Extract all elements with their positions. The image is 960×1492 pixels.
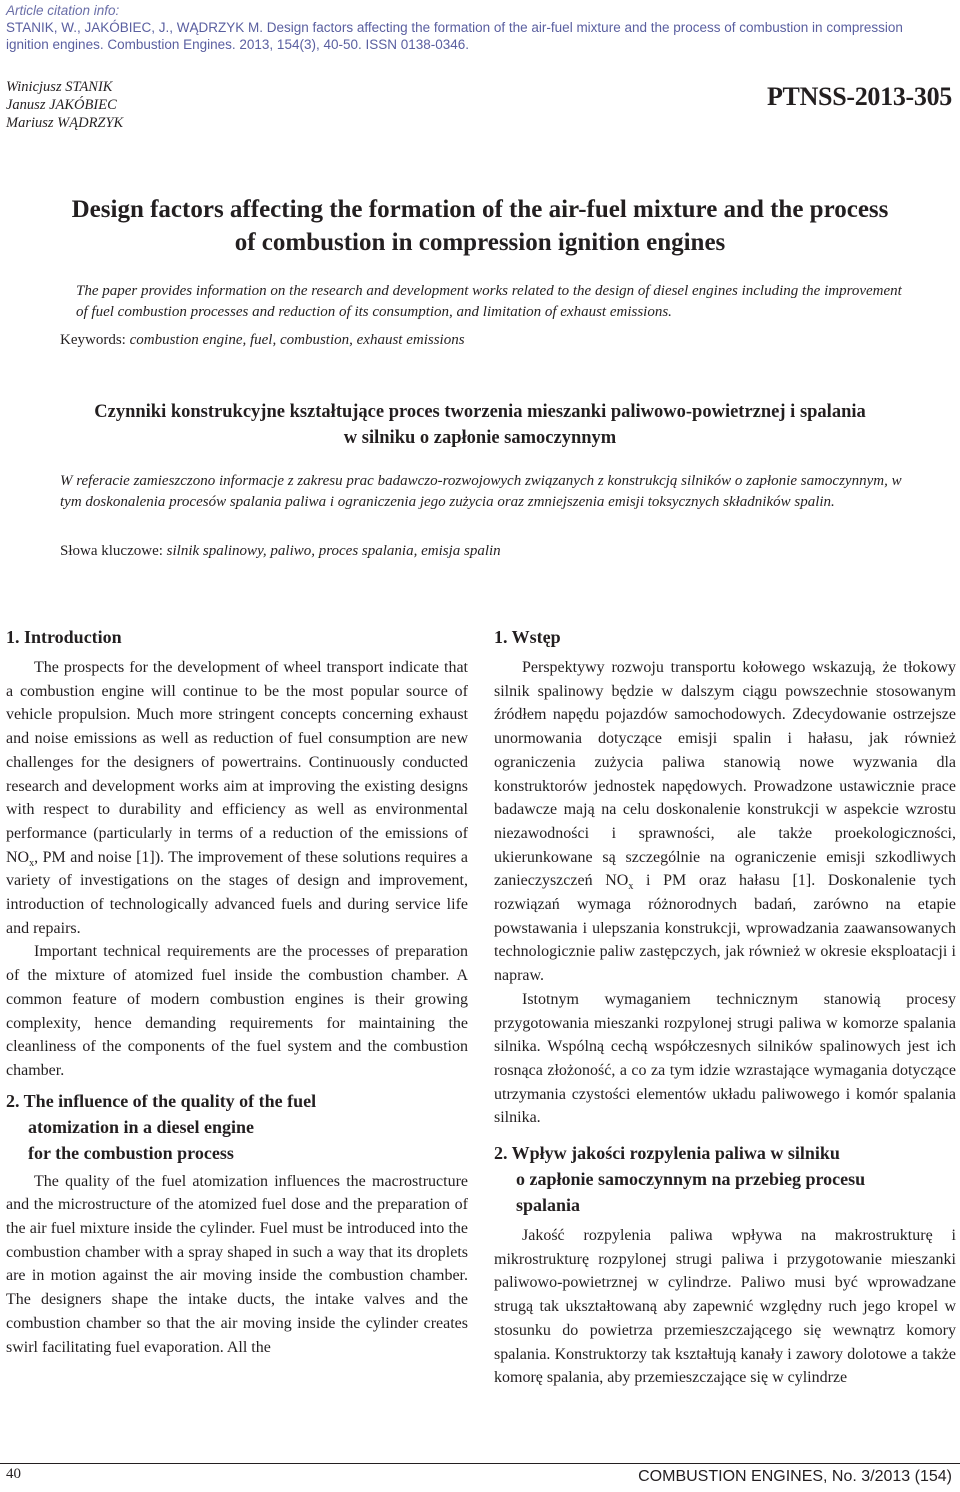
- abstract-english: The paper provides information on the research and development works related to the design of diesel engines including the improvement of fuel combustion processes and reduction of its consumption, and limitation of exhaust emissions.: [76, 283, 902, 320]
- keywords-label: Keywords:: [60, 332, 130, 348]
- heading-line: spalania: [516, 1195, 581, 1216]
- subscript: x: [29, 857, 35, 869]
- keywords-value: combustion engine, fuel, combustion, exhaust emissions: [129, 332, 465, 348]
- author-name: Janusz JAKÓBIEC: [6, 97, 117, 113]
- body-paragraph: [6, 656, 468, 940]
- heading-line: 2. Wpływ jakości rozpylenia paliwa w silniku: [494, 1143, 840, 1164]
- title-polish: [0, 399, 960, 451]
- author-name: Mariusz WĄDRZYK: [6, 115, 124, 131]
- heading-line: for the combustion process: [28, 1142, 234, 1163]
- journal-footer: COMBUSTION ENGINES, No. 3/2013 (154): [638, 1468, 952, 1485]
- english-body-column: [6, 624, 468, 1359]
- title-english: [0, 193, 960, 259]
- paragraph-text: , PM and noise [1]). The improvement of these solutions requires a variety of investigations on the stages of design and improvement, introduction of technologically advanced fuels and during service life and repairs.: [6, 848, 468, 937]
- section-heading: 1. Introduction: [6, 627, 122, 647]
- body-paragraph: [494, 656, 956, 988]
- body-paragraph: The quality of the fuel atomization influences the macrostructure and the microstructure of the atomized fuel dose and the preparation of the air fuel mixture inside the cylinder. Fuel must be introduced into the combustion chamber with a spray shaped in such a way that its droplets are in motion against the air moving inside the combustion chamber. The designers shape the intake ducts, the intake valves and the combustion chamber so that the air moving inside the cylinder creates swirl facilitating fuel evaporation. All the: [6, 1172, 468, 1356]
- title-english-line-1: Design factors affecting the formation of the air-fuel mixture and the process: [71, 196, 889, 223]
- keywords-english: [60, 330, 465, 350]
- paragraph-text: The prospects for the development of wheel transport indicate that a combustion engine will continue to be the most popular source of vehicle propulsion. Much more stringent concepts concerning exhaust and noise emissions as well as reduction of fuel consumption are new challenges for the designers of powertrains. Continuously conducted research and development works aim at improving the existing designs with respect to durability and efficiency as well as environmental performance (particularly in terms of a reduction of the emissions of NO: [6, 659, 468, 866]
- section-heading: [6, 1088, 468, 1166]
- paper-id: PTNSS-2013-305: [766, 82, 952, 111]
- author-name: Winicjusz STANIK: [6, 79, 113, 95]
- polish-body-column: [494, 624, 956, 1390]
- subscript: x: [628, 881, 634, 893]
- paragraph-text: i PM oraz hałasu [1]. Doskonalenie tych rozwiązań wymaga różnorodnych badań, zarówno na etapie powstawania i ulepszania konstrukcji, wprowadzania zaawansowanych technologicznie paliw zastępczych, jak również w okresie eksploatacji i napraw.: [494, 872, 956, 985]
- abstract-polish: W referacie zamieszczono informacje z zakresu prac badawczo-rozwojowych związanych z konstrukcją silników o zapłonie samoczynnym, w tym doskonalenia procesów spalania paliwa i ograniczenia jego zużycia oraz zmniejszenia emisji toksycznych składników spalin.: [60, 473, 902, 510]
- footer-divider: [0, 1463, 960, 1464]
- citation-info: [6, 2, 956, 53]
- heading-line: atomization in a diesel engine: [28, 1116, 254, 1137]
- citation-line-1: STANIK, W., JAKÓBIEC, J., WĄDRZYK M. Design factors affecting the formation of the air-fuel mixture and the process of combustion in compression: [6, 20, 903, 35]
- keywords-value: silnik spalinowy, paliwo, proces spalania, emisja spalin: [166, 543, 501, 559]
- author-list: [6, 78, 123, 132]
- body-paragraph: Jakość rozpylenia paliwa wpływa na makrostrukturę i mikrostrukturę rozpylonej strugi paliwa i przygotowanie mieszanki paliwowo-powietrznej w cylindrze. Paliwo musi być wprowadzane strugą tak ukształtowaną aby zapewnić względny ruch jego kropel w stosunku do powietrza przemieszczającego się wewnątrz komory spalania. Konstruktorzy tak kształtują kanały i zawory dolotowe a także komorę spalania, aby przemieszczające się w cylindrze: [494, 1227, 956, 1387]
- heading-line: 2. The influence of the quality of the fuel: [6, 1090, 317, 1111]
- page-number: 40: [6, 1466, 21, 1482]
- section-heading: 1. Wstęp: [494, 627, 561, 647]
- title-polish-line-2: w silniku o zapłonie samoczynnym: [343, 428, 617, 448]
- title-polish-line-1: Czynniki konstrukcyjne kształtujące proces tworzenia mieszanki paliwowo-powietrznej i spalania: [94, 402, 866, 422]
- section-heading: [494, 1140, 956, 1218]
- paragraph-text: Perspektywy rozwoju transportu kołowego wskazują, że tłokowy silnik spalinowy będzie w dalszym ciągu powszechnie stosowanym źródłem napędu pojazdów samochodowych. Zdecydowanie ostrzejsze unormowania dotyczące emisji spalin i hałasu, jak również ograniczenia zużycia paliwa stanowią nowe wyzwania dla konstruktorów jednostek napędowych. Prowadzone ustawicznie prace badawcze mają na celu doskonalenie konstrukcji w aspekcie wzrostu niezawodności i sprawności, ale także proekologiczności, ukierunkowane są szczególnie na ograniczenie emisji szkodliwych zanieczyszczeń NO: [494, 659, 956, 890]
- citation-label: Article citation info:: [6, 3, 120, 18]
- citation-line-2: ignition engines. Combustion Engines. 2013, 154(3), 40-50. ISSN 0138-0346.: [6, 37, 470, 52]
- body-paragraph: Important technical requirements are the processes of preparation of the mixture of atomized fuel inside the combustion chamber. A common feature of modern combustion engines is their growing complexity, hence demanding requirements for maintaining the cleanliness of the components of the fuel system and the combustion chamber.: [6, 943, 468, 1079]
- heading-line: o zapłonie samoczynnym na przebieg procesu: [516, 1169, 866, 1190]
- title-english-line-2: of combustion in compression ignition engines: [234, 229, 726, 256]
- keywords-polish: [60, 541, 501, 561]
- keywords-label: Słowa kluczowe:: [60, 543, 167, 559]
- body-paragraph: Istotnym wymaganiem technicznym stanowią procesy przygotowania mieszanki rozpylonej strugi paliwa w komorze spalania silnika. Wspólną cechą współczesnych silników spalinowych jest ich rosnąca złożoność, a co za tym idzie wzrastające wymagania dotyczące utrzymania czystości elementów układu paliwowego i komór spalania silnika.: [494, 990, 956, 1127]
